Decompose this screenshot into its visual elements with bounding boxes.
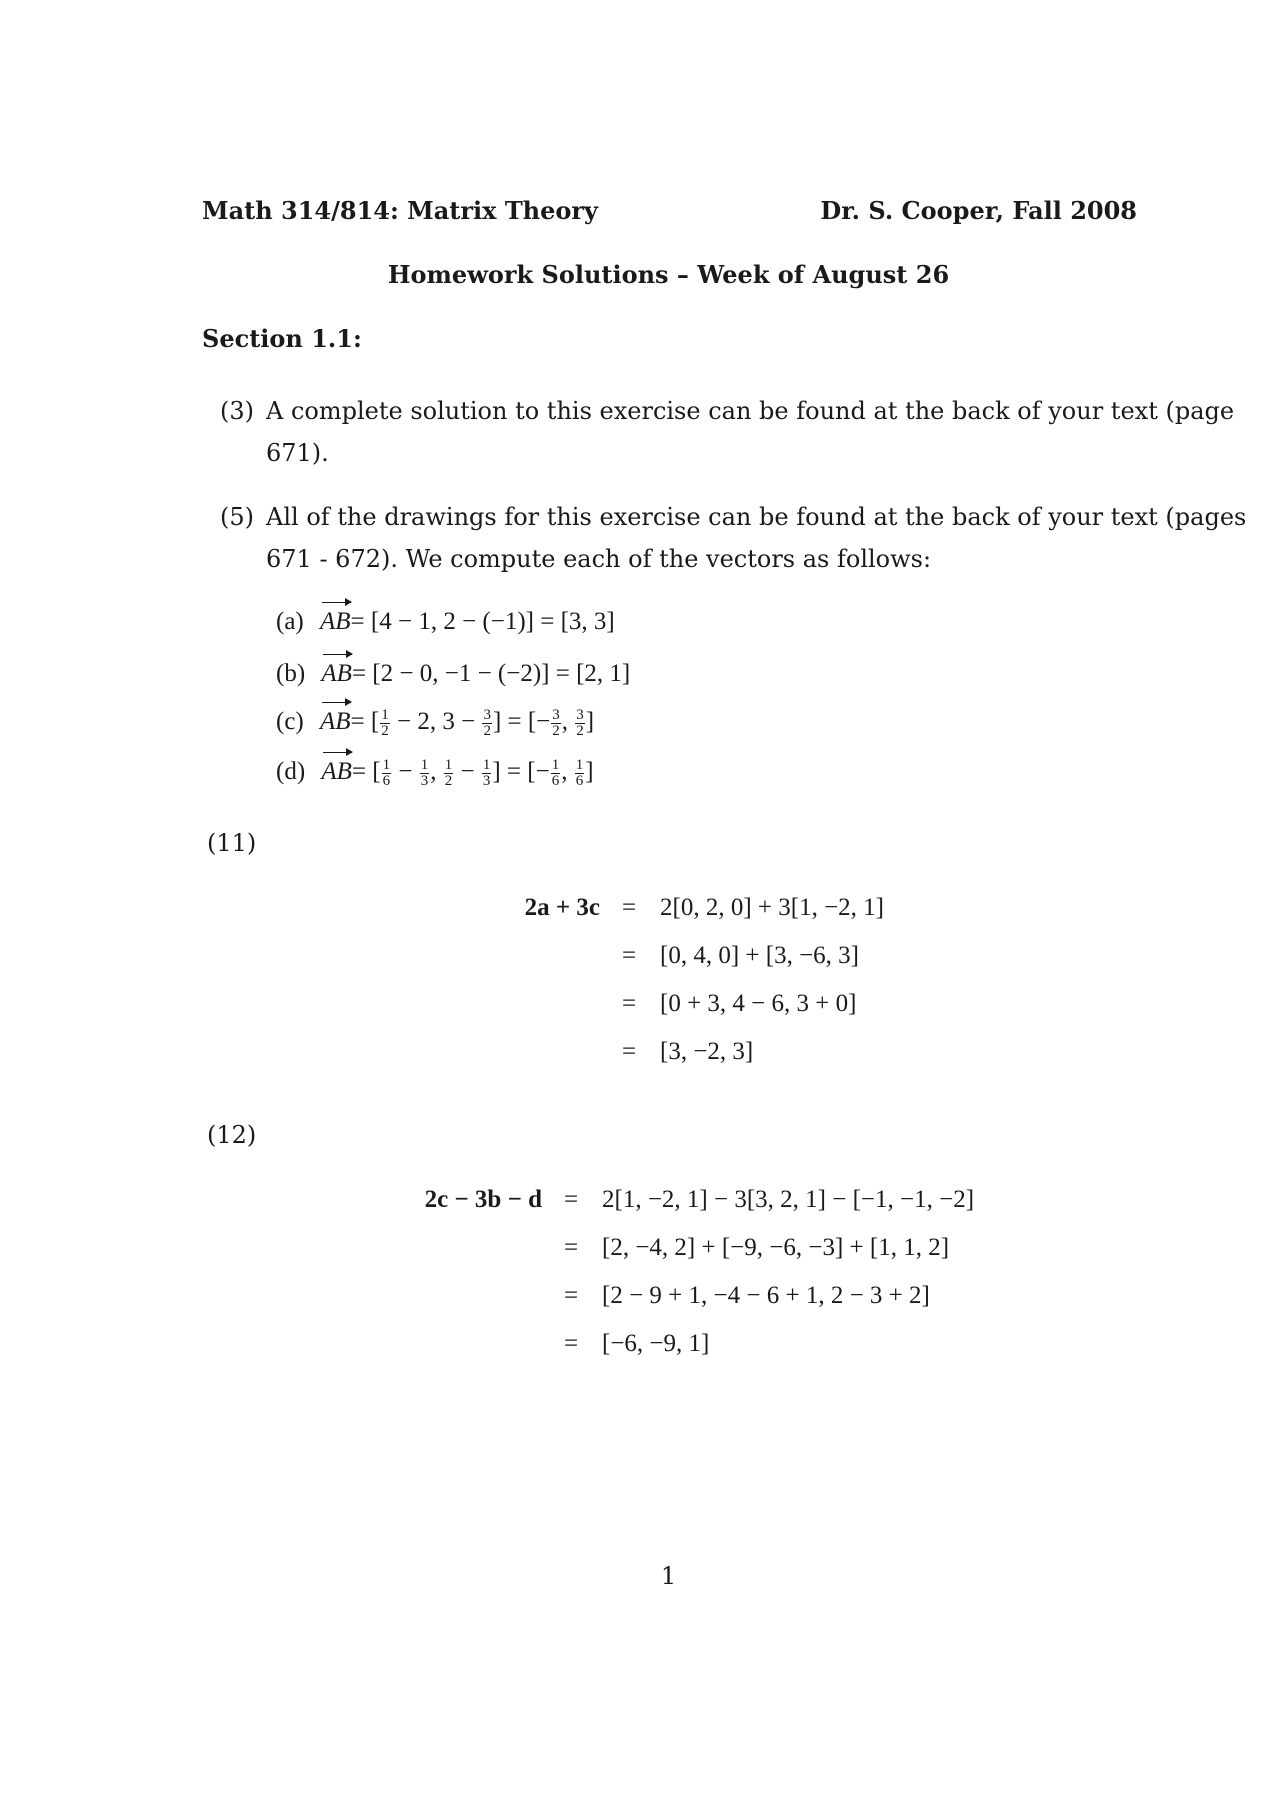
problem-11-row: [0, 4, 0] + [3, −6, 3] bbox=[660, 942, 859, 969]
part-b bbox=[276, 660, 630, 688]
vector-ab: AB bbox=[320, 608, 351, 635]
problem-3-line1: A complete solution to this exercise can be found at the back of your text (page bbox=[266, 397, 1235, 425]
expr-segment: − bbox=[392, 758, 419, 786]
fraction bbox=[482, 758, 492, 789]
problem-5-line1: All of the drawings for this exercise can be found at the back of your text (pages bbox=[266, 503, 1247, 531]
part-a-expr: = [4 − 1, 2 − (−1)] = [3, 3] bbox=[350, 608, 615, 635]
expr-segment: , bbox=[430, 758, 443, 786]
problem-11-row: [0 + 3, 4 − 6, 3 + 0] bbox=[660, 990, 857, 1017]
equals-sign: = bbox=[621, 990, 637, 1017]
numerator: 1 bbox=[381, 707, 389, 723]
fraction bbox=[575, 758, 585, 789]
fraction bbox=[382, 758, 392, 789]
expr-segment: = [ bbox=[350, 708, 380, 736]
part-c-label: (c) bbox=[276, 708, 304, 736]
numerator: 3 bbox=[552, 707, 560, 723]
equals-sign: = bbox=[563, 1330, 579, 1357]
denominator: 3 bbox=[482, 773, 491, 789]
part-a-label: (a) bbox=[276, 608, 304, 635]
problem-11-lhs: 2a + 3c bbox=[524, 894, 600, 921]
expr-segment: ] bbox=[585, 758, 594, 786]
problem-11-label: (11) bbox=[207, 829, 257, 857]
problem-3-label: (3) bbox=[220, 397, 254, 425]
expr-segment: ] = [− bbox=[492, 708, 551, 736]
fraction bbox=[444, 758, 454, 789]
expr-segment: ] bbox=[585, 708, 595, 736]
section-heading: Section 1.1: bbox=[202, 324, 362, 353]
denominator: 2 bbox=[381, 723, 389, 739]
fraction bbox=[575, 708, 585, 739]
problem-12-row: [2, −4, 2] + [−9, −6, −3] + [1, 1, 2] bbox=[602, 1234, 950, 1261]
denominator: 6 bbox=[382, 773, 391, 789]
equals-sign: = bbox=[563, 1186, 579, 1213]
equals-sign: = bbox=[563, 1234, 579, 1261]
numerator: 1 bbox=[551, 757, 560, 773]
denominator: 2 bbox=[444, 773, 453, 789]
instructor-info: Dr. S. Cooper, Fall 2008 bbox=[820, 196, 1137, 225]
denominator: 2 bbox=[483, 723, 491, 739]
vector-ab: AB bbox=[320, 708, 351, 736]
fraction bbox=[420, 758, 430, 789]
equals-sign: = bbox=[621, 942, 637, 969]
problem-12-row: [2 − 9 + 1, −4 − 6 + 1, 2 − 3 + 2] bbox=[602, 1282, 930, 1309]
expr-segment: , bbox=[561, 758, 574, 786]
fraction bbox=[380, 708, 390, 739]
equals-sign: = bbox=[563, 1282, 579, 1309]
expr-segment: − bbox=[454, 758, 481, 786]
part-d bbox=[276, 758, 594, 789]
numerator: 1 bbox=[444, 757, 453, 773]
problem-12-label: (12) bbox=[207, 1121, 257, 1149]
problem-11-row: [3, −2, 3] bbox=[660, 1038, 754, 1065]
equals-sign: = bbox=[621, 894, 637, 921]
numerator: 1 bbox=[482, 757, 491, 773]
problem-12-row: [−6, −9, 1] bbox=[602, 1330, 710, 1357]
problem-5-line2: 671 - 672). We compute each of the vectors as follows: bbox=[266, 545, 932, 573]
vector-ab: AB bbox=[321, 660, 352, 687]
expr-segment: = [ bbox=[351, 758, 381, 786]
denominator: 2 bbox=[552, 723, 560, 739]
numerator: 3 bbox=[483, 707, 491, 723]
numerator: 1 bbox=[382, 757, 391, 773]
expr-segment: ] = [− bbox=[492, 758, 550, 786]
equals-sign: = bbox=[621, 1038, 637, 1065]
expr-segment: , bbox=[561, 708, 575, 736]
fraction bbox=[551, 758, 561, 789]
part-d-label: (d) bbox=[276, 758, 306, 786]
denominator: 2 bbox=[576, 723, 584, 739]
problem-3-line2: 671). bbox=[266, 439, 329, 467]
part-b-label: (b) bbox=[276, 660, 306, 687]
part-b-expr: = [2 − 0, −1 − (−2)] = [2, 1] bbox=[351, 660, 631, 687]
page-title: Homework Solutions – Week of August 26 bbox=[387, 260, 950, 289]
part-c bbox=[276, 708, 594, 739]
denominator: 6 bbox=[551, 773, 560, 789]
numerator: 3 bbox=[576, 707, 584, 723]
fraction bbox=[482, 708, 492, 739]
numerator: 1 bbox=[575, 757, 584, 773]
part-a bbox=[276, 608, 615, 636]
problem-12-lhs: 2c − 3b − d bbox=[424, 1186, 542, 1213]
denominator: 3 bbox=[420, 773, 429, 789]
course-title: Math 314/814: Matrix Theory bbox=[202, 196, 598, 225]
problem-11-row: 2[0, 2, 0] + 3[1, −2, 1] bbox=[660, 894, 884, 921]
fraction bbox=[551, 708, 561, 739]
vector-ab: AB bbox=[321, 758, 352, 786]
expr-segment: − 2, 3 − bbox=[390, 708, 482, 736]
numerator: 1 bbox=[420, 757, 429, 773]
problem-12-row: 2[1, −2, 1] − 3[3, 2, 1] − [−1, −1, −2] bbox=[602, 1186, 975, 1213]
page-number: 1 bbox=[660, 1562, 677, 1590]
problem-5-label: (5) bbox=[220, 503, 254, 531]
denominator: 6 bbox=[575, 773, 584, 789]
